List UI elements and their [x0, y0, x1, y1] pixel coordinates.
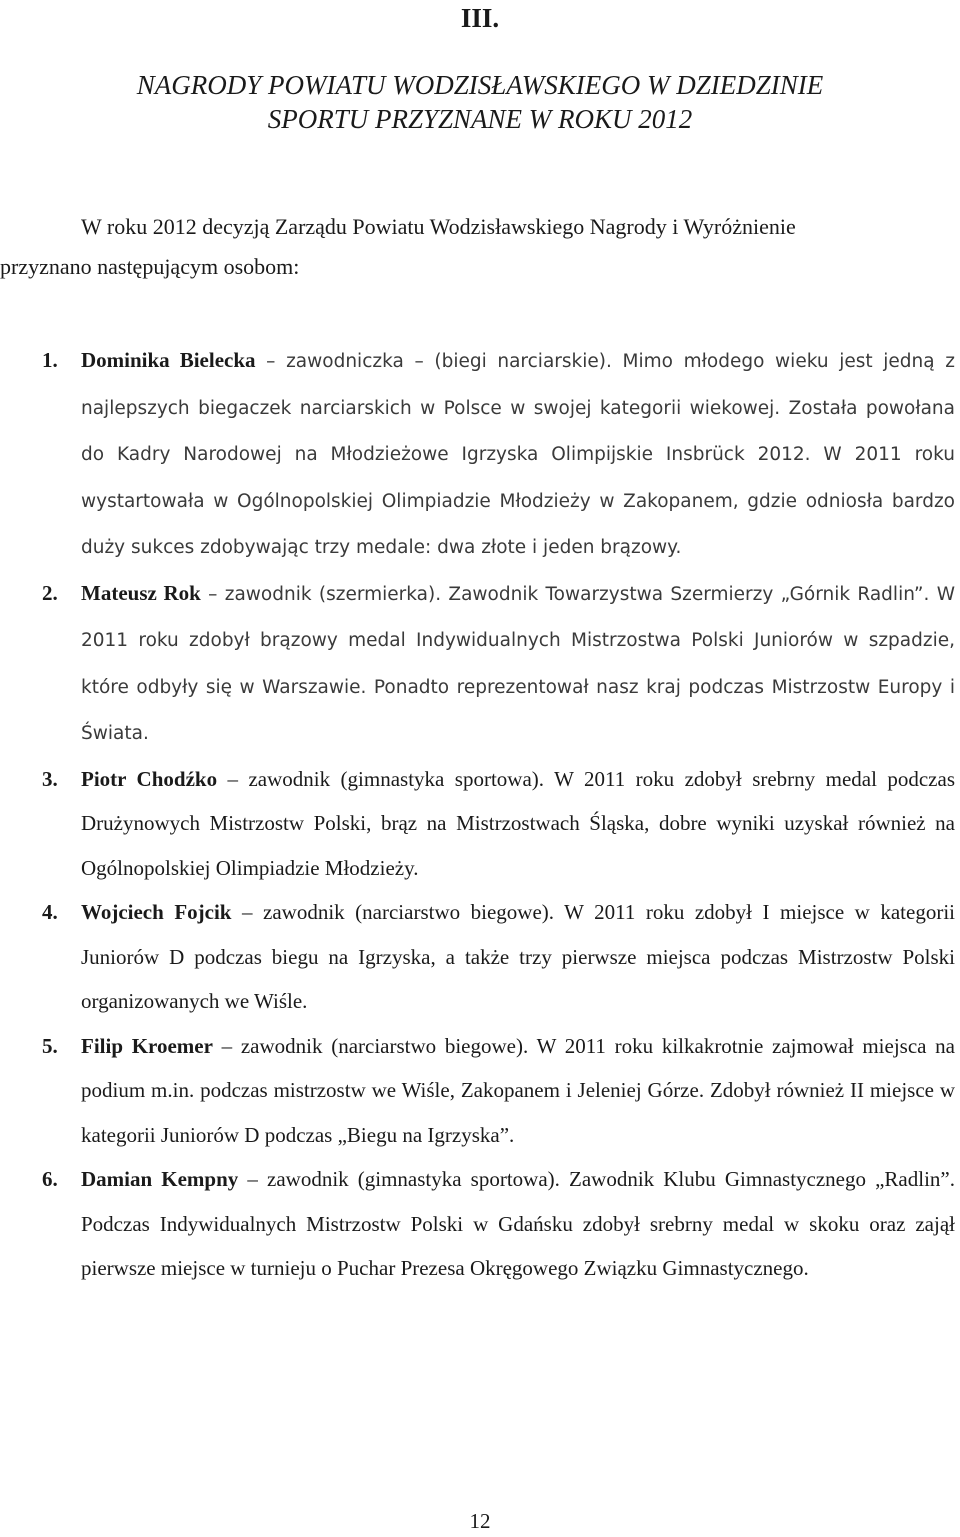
- awardee-description: W 2011 roku zdobył I miejsce w kategorii Juniorów D podczas biegu na Igrzyska, a także trzy pierwsze miejsca podczas Mistrzostw Polski organizowanych we Wiśle.: [81, 900, 955, 1013]
- item-number: 6.: [42, 1167, 58, 1191]
- section-title-line-2: SPORTU PRZYZNANE W ROKU 2012: [267, 104, 693, 134]
- list-item: [42, 1157, 955, 1291]
- section-title-line-1: NAGRODY POWIATU WODZISŁAWSKIEGO W DZIEDZINIE: [136, 70, 824, 100]
- awardee-description: Mimo młodego wieku jest jedną z najlepszych biegaczek narciarskich w Polsce w swojej kategorii wiekowej. Została powołana do Kadry Narodowej na Młodzieżowe Igrzyska Olimpijskie Insbrück 2012. W 2011 roku wystartowała w Ogólnopolskiej Olimpiadzie Młodzieży w Zakopanem, gdzie odniosła bardzo duży sukces zdobywając trzy medale: dwa złote i jeden brązowy.: [81, 351, 955, 558]
- page-number: 12: [469, 1509, 491, 1533]
- awardee-role: – zawodnik (gimnastyka sportowa).: [217, 766, 555, 791]
- awardee-name: Filip Kroemer: [81, 1033, 213, 1058]
- item-number: 2.: [42, 580, 58, 605]
- awardee-description: Zawodnik Towarzystwa Szermierzy „Górnik Radlin”. W 2011 roku zdobył brązowy medal Indywidualnych Mistrzostwa Polski Juniorów w szpadzie, które odbyły się w Warszawie. Ponadto reprezentował nasz kraj podczas Mistrzostw Europy i Świata.: [81, 583, 955, 744]
- item-number: 1.: [42, 348, 58, 372]
- awardees-list: [42, 338, 955, 1291]
- awardee-description: Zawodnik Klubu Gimnastycznego „Radlin”. Podczas Indywidualnych Mistrzostw Polski w Gdańsku zdobył srebrny medal w skoku oraz zajął pierwsze miejsce w turnieju o Puchar Prezesa Okręgowego Związku Gimnastycznego.: [81, 1167, 955, 1280]
- intro-line-1: W roku 2012 decyzją Zarządu Powiatu Wodzisławskiego Nagrody i Wyróżnienie: [81, 214, 796, 239]
- awardee-name: Wojciech Fojcik: [81, 900, 232, 924]
- list-item: [42, 571, 955, 757]
- item-number: 4.: [42, 900, 58, 924]
- list-item: [42, 890, 955, 1024]
- awardee-name: Damian Kempny: [81, 1167, 239, 1191]
- section-title: [0, 68, 960, 136]
- list-item: [42, 338, 955, 571]
- awardee-description: W 2011 roku zdobył srebrny medal podczas Drużynowych Mistrzostw Polski, brąz na Mistrzostwach Śląska, dobre wyniki uzyskał również na Ogólnopolskiej Olimpiadzie Młodzieży.: [81, 766, 956, 880]
- intro-line-2: przyznano następującym osobom:: [0, 254, 300, 279]
- awardee-name: Dominika Bielecka: [81, 348, 256, 372]
- awardee-role: – zawodniczka – (biegi narciarskie).: [255, 351, 623, 372]
- list-item: [42, 1024, 955, 1158]
- awardee-name: Mateusz Rok: [81, 580, 201, 605]
- awardee-role: – zawodnik (gimnastyka sportowa).: [238, 1167, 570, 1191]
- chapter-number: III.: [460, 3, 500, 33]
- intro-paragraph: [0, 207, 903, 287]
- awardee-description: W 2011 roku kilkakrotnie zajmował miejsca na podium m.in. podczas mistrzostw we Wiśle, Zakopanem i Jeleniej Górze. Zdobył również II miejsce w kategorii Juniorów D podczas „Biegu na Igrzyska”.: [81, 1033, 955, 1147]
- item-number: 5.: [42, 1033, 58, 1058]
- list-item: [42, 757, 955, 891]
- awardee-name: Piotr Chodźko: [81, 766, 218, 791]
- awardee-role: – zawodnik (narciarstwo biegowe).: [212, 1033, 537, 1058]
- awardee-role: – zawodnik (narciarstwo biegowe).: [231, 900, 565, 924]
- item-number: 3.: [42, 766, 58, 791]
- awardee-role: – zawodnik (szermierka).: [200, 583, 449, 605]
